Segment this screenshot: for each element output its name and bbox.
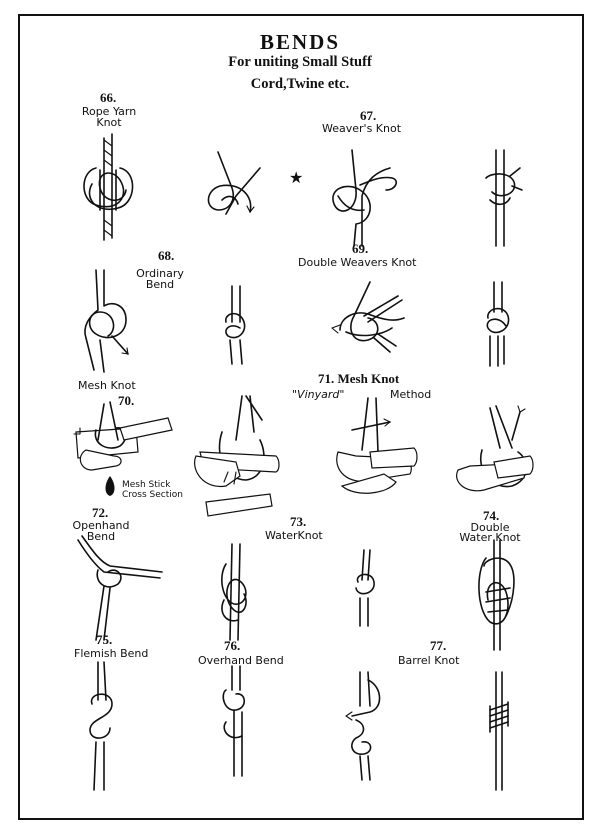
knot-73-number: 73. xyxy=(290,514,307,529)
weavers-knot-step3-illustration xyxy=(486,150,522,246)
mesh-stick-label-line2: Cross Section xyxy=(122,490,183,500)
knot-67-number: 67. xyxy=(360,108,377,123)
knot-68-name-line1: Ordinary xyxy=(136,267,184,280)
knot-76-name: Overhand Bend xyxy=(198,654,284,667)
overhand-bend-illustration xyxy=(223,666,244,776)
knot-69-name: Double Weavers Knot xyxy=(298,256,417,269)
knot-68-number: 68. xyxy=(158,248,175,263)
mesh-knot-label: Mesh Knot xyxy=(78,379,136,392)
barrel-knot-illustration xyxy=(490,672,508,790)
vinyard-method-step3-illustration xyxy=(457,406,533,491)
page-subtitle-line2: Cord,Twine etc. xyxy=(250,76,350,92)
knot-77-name: Barrel Knot xyxy=(398,654,460,667)
flemish-bend-illustration xyxy=(90,662,112,790)
double-weavers-knot-result-illustration xyxy=(487,282,508,366)
star-icon: ★ xyxy=(289,168,304,187)
knot-71-vinyard: "Vinyard" xyxy=(292,388,345,401)
knot-77-number: 77. xyxy=(430,638,447,653)
knot-74-number: 74. xyxy=(483,508,500,523)
water-knot-result-illustration xyxy=(356,550,374,626)
openhand-bend-illustration xyxy=(78,536,162,640)
knot-75-name: Flemish Bend xyxy=(74,647,149,660)
rope-yarn-knot-illustration xyxy=(84,134,133,240)
ordinary-bend-illustration xyxy=(85,270,128,372)
knot-72-name-line2: Bend xyxy=(86,530,116,543)
vinyard-method-step1-illustration xyxy=(195,396,279,516)
double-water-knot-illustration xyxy=(479,540,514,650)
weavers-knot-step2-illustration xyxy=(333,150,396,246)
knot-71-title: 71. Mesh Knot xyxy=(318,371,400,386)
knot-74-name-line2: Water Knot xyxy=(459,531,521,544)
knot-69-number: 69. xyxy=(352,241,369,256)
double-weavers-knot-illustration xyxy=(332,282,404,352)
barrel-knot-step1-illustration xyxy=(346,672,380,780)
knot-68-name-line2: Bend xyxy=(145,278,175,291)
knot-72-number: 72. xyxy=(92,505,109,520)
ordinary-bend-result-illustration xyxy=(226,286,245,364)
knot-74-name-line1: Double xyxy=(470,521,510,534)
knot-70-number: 70. xyxy=(118,393,135,408)
page-subtitle-line1: For uniting Small Stuff xyxy=(228,54,372,70)
mesh-knot-illustration xyxy=(74,402,172,496)
knot-75-number: 75. xyxy=(96,632,113,647)
mesh-stick-label-line1: Mesh Stick xyxy=(122,480,171,490)
knot-72-name-line1: Openhand xyxy=(72,519,130,532)
knot-66-number: 66. xyxy=(100,90,117,105)
vinyard-method-step2-illustration xyxy=(337,398,417,493)
knot-66-name-line2: Knot xyxy=(96,116,122,129)
water-knot-illustration xyxy=(222,544,246,640)
knot-66-name-line1: Rope Yarn xyxy=(81,105,137,118)
knot-76-number: 76. xyxy=(224,638,241,653)
page-title: BENDS xyxy=(259,30,341,54)
knot-71-method: Method xyxy=(390,388,432,401)
knot-73-name: WaterKnot xyxy=(265,529,323,542)
weavers-knot-step1-illustration xyxy=(208,152,260,214)
knot-67-name: Weaver's Knot xyxy=(322,122,402,135)
